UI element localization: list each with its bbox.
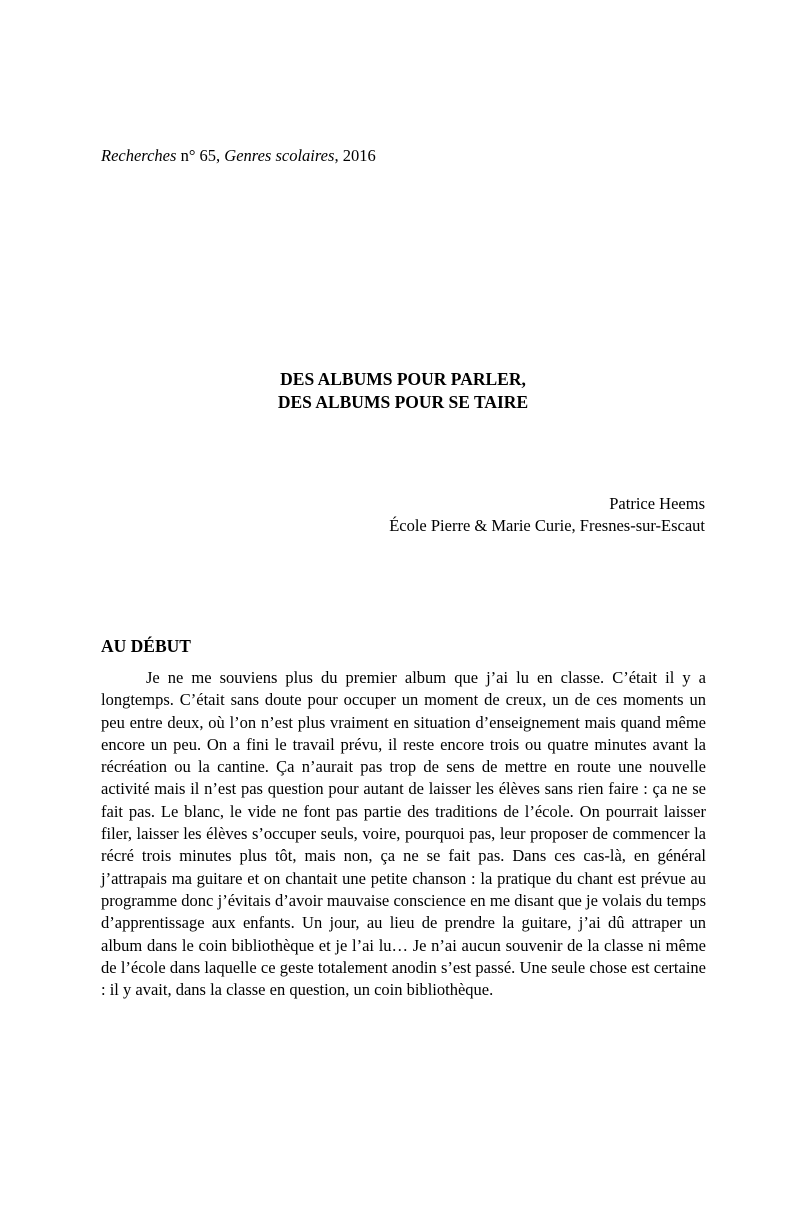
byline [101, 493, 705, 537]
journal-name: Recherches [101, 146, 177, 165]
title-line-1: DES ALBUMS POUR PARLER, [280, 369, 526, 389]
title-line-2: DES ALBUMS POUR SE TAIRE [277, 392, 529, 412]
author-name: Patrice Heems [609, 494, 705, 513]
section-heading: AU DÉBUT [101, 636, 191, 656]
running-header [101, 146, 376, 166]
issue-year: , 2016 [334, 146, 376, 165]
issue-theme: Genres scolaires [224, 146, 335, 165]
author-affiliation: École Pierre & Marie Curie, Fresnes-sur-Escaut [389, 516, 705, 535]
body-paragraph: Je ne me souviens plus du premier album que j’ai lu en classe. C’était il y a longtemps. C’était sans doute pour occuper un moment de creux, un de ces moments un peu entre deux, où l’on n’est plus vraiment en situation d’enseignement mais quand même encore un peu. On a fini le travail prévu, il reste encore trois ou quatre minutes avant la récréation ou la cantine. Ça n’aurait pas trop de sens de mettre en route une nouvelle activité mais il n’est pas question pour autant de laisser les élèves sans rien faire : ça ne se fait pas. Le blanc, le vide ne font pas partie des traditions de l’école. On pourrait laisser filer, laisser les élèves s’occuper seuls, voire, pourquoi pas, leur proposer de commencer la récré trois minutes plus tôt, mais non, ça ne se fait pas. Dans ces cas-là, en général j’attrapais ma guitare et on chantait une petite chanson : la pratique du chant est prévue au programme donc j’évitais d’avoir mauvaise conscience en me disant que je volais du temps d’apprentissage aux enfants. Un jour, au lieu de prendre la guitare, j’ai dû attraper un album dans le coin bibliothèque et je l’ai lu… Je n’ai aucun souvenir de la classe ni même de l’école dans laquelle ce geste totalement anodin s’est passé. Une seule chose est certaine : il y avait, dans la classe en question, un coin bibliothèque. [101, 668, 706, 1000]
article-title [101, 368, 705, 414]
issue-number: n° 65, [176, 146, 225, 165]
